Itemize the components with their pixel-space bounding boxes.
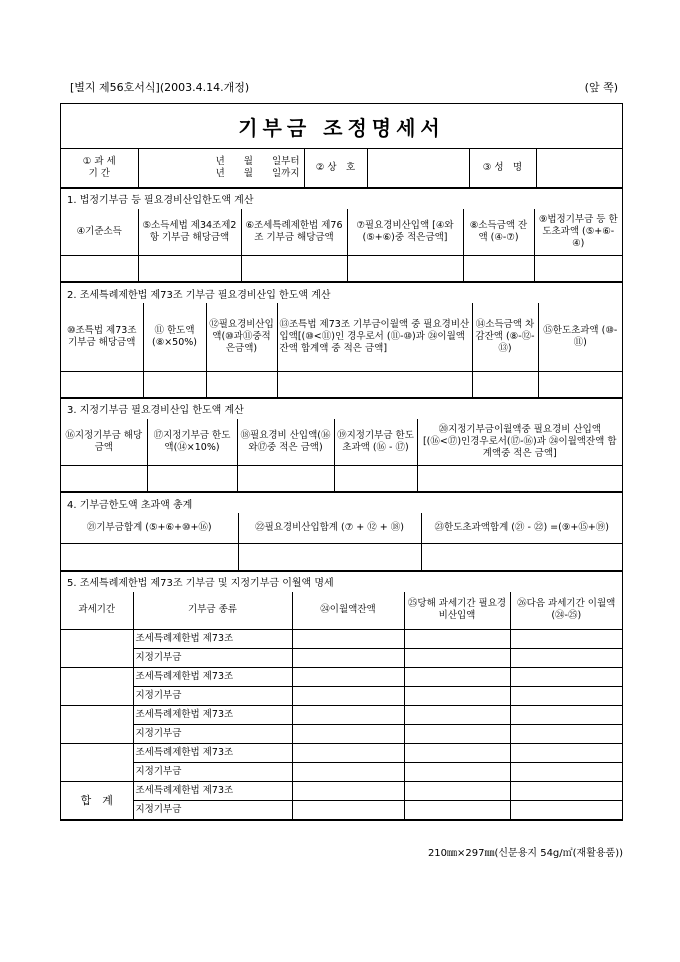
s5-total-label: 합 계 [61, 782, 133, 820]
period-field[interactable]: 년 월 일부터 년 월 일까지 [138, 149, 304, 187]
s2-cell[interactable] [143, 371, 206, 397]
s5-cell[interactable] [292, 706, 404, 725]
donation-adjustment-form [60, 103, 623, 821]
s5-type-special: 조세특례제한법 제73조 [133, 668, 292, 687]
form-title: 기부금 조정명세서 [61, 104, 622, 149]
s2-cell[interactable] [472, 371, 538, 397]
section-4-table [61, 513, 622, 571]
s5-cell[interactable] [404, 649, 510, 668]
s5-cell[interactable] [510, 744, 622, 763]
section-4-title: 4. 기부금한도액 초과액 총계 [61, 492, 622, 513]
s5-cell[interactable] [404, 668, 510, 687]
section-1-title: 1. 법정기부금 등 필요경비산입한도액 계산 [61, 188, 622, 209]
s5-period-cell[interactable] [61, 668, 133, 706]
s5-cell[interactable] [510, 630, 622, 649]
s2-h-excess: ⑮한도초과액 (⑩-⑪) [538, 303, 622, 371]
s5-cell[interactable] [510, 725, 622, 744]
s5-h-period: 과세기간 [61, 592, 133, 630]
s5-cell[interactable] [404, 782, 510, 801]
s4-h-total-donation: ㉑기부금합계 (⑤+⑥+⑩+⑯) [61, 513, 238, 543]
s5-cell[interactable] [510, 763, 622, 782]
s4-cell[interactable] [421, 543, 622, 570]
s3-cell[interactable] [61, 466, 147, 492]
s1-h-base-income: ④기준소득 [61, 209, 138, 256]
s5-period-cell[interactable] [61, 744, 133, 782]
s5-type-designated: 지정기부금 [133, 687, 292, 706]
company-label: ② 상 호 [304, 149, 367, 187]
s1-cell[interactable] [138, 256, 241, 282]
s4-cell[interactable] [61, 543, 238, 570]
s4-cell[interactable] [238, 543, 421, 570]
s5-cell[interactable] [510, 687, 622, 706]
s1-cell[interactable] [347, 256, 463, 282]
s3-h-limit: ⑰지정기부금 한도액(⑭×10%) [147, 419, 237, 466]
s5-cell[interactable] [292, 649, 404, 668]
s5-period-cell[interactable] [61, 706, 133, 744]
s3-cell[interactable] [334, 466, 417, 492]
s5-type-special: 조세특례제한법 제73조 [133, 782, 292, 801]
s3-h-carryover: ⑳지정기부금이월액중 필요경비 산입액 [(⑯<⑰)인경우로서(⑰-⑯)과 ㉔이월액잔액 합계액중 적은 금액] [417, 419, 622, 466]
page-side: (앞 쪽) [584, 81, 618, 94]
s3-cell[interactable] [417, 466, 622, 492]
section-3-table [61, 419, 622, 493]
s3-h-excess: ⑲지정기부금 한도초과액 (⑯ - ⑰) [334, 419, 417, 466]
s4-h-total-excess: ㉓한도초과액합계 (㉑ - ㉒) =(⑨+⑮+⑲) [421, 513, 622, 543]
s5-cell[interactable] [404, 801, 510, 820]
s1-cell[interactable] [61, 256, 138, 282]
section-5-table [61, 592, 622, 821]
s5-cell[interactable] [404, 687, 510, 706]
s5-h-current: ㉕당해 과세기간 필요경비산입액 [404, 592, 510, 630]
s1-h-excess: ⑨법정기부금 등 한도초과액 (⑤+⑥-④) [534, 209, 622, 256]
s2-h-deductible: ⑫필요경비산입액(⑩과⑪중적은금액) [206, 303, 277, 371]
s4-h-total-deductible: ㉒필요경비산입합계 (⑦ + ⑫ + ⑱) [238, 513, 421, 543]
company-field[interactable] [367, 149, 469, 187]
s3-h-designated: ⑯지정기부금 해당 금액 [61, 419, 147, 466]
s1-cell[interactable] [534, 256, 622, 282]
s5-type-designated: 지정기부금 [133, 801, 292, 820]
s2-h-remaining: ⑭소득금액 차감잔액 (⑧-⑫-⑬) [472, 303, 538, 371]
s5-cell[interactable] [292, 687, 404, 706]
section-5-title: 5. 조세특례제한법 제73조 기부금 및 지정기부금 이월액 명세 [61, 571, 622, 592]
section-1-table [61, 209, 622, 283]
s5-cell[interactable] [292, 782, 404, 801]
s5-cell[interactable] [510, 668, 622, 687]
paper-spec: 210㎜×297㎜(신문용지 54g/㎡(재활용품)) [427, 848, 623, 859]
info-table [61, 149, 622, 188]
s5-h-next: ㉖다음 과세기간 이월액(㉔-㉕) [510, 592, 622, 630]
s5-type-special: 조세특례제한법 제73조 [133, 706, 292, 725]
s1-h-income-tax-34: ⑤소득세법 제34조제2항 기부금 해당금액 [138, 209, 241, 256]
form-number: [별지 제56호서식](2003.4.14.개정) [70, 81, 250, 94]
s1-h-remaining: ⑧소득금액 잔액 (④-⑦) [463, 209, 534, 256]
s5-cell[interactable] [292, 801, 404, 820]
s3-cell[interactable] [237, 466, 334, 492]
s2-cell[interactable] [206, 371, 277, 397]
s1-h-special-76: ⑥조세특례제한법 제76조 기부금 해당금액 [241, 209, 347, 256]
s5-cell[interactable] [292, 725, 404, 744]
s1-cell[interactable] [241, 256, 347, 282]
s1-cell[interactable] [463, 256, 534, 282]
s5-cell[interactable] [510, 649, 622, 668]
s5-cell[interactable] [510, 706, 622, 725]
s5-cell[interactable] [292, 668, 404, 687]
s5-cell[interactable] [292, 763, 404, 782]
s5-type-special: 조세특례제한법 제73조 [133, 630, 292, 649]
s5-type-designated: 지정기부금 [133, 725, 292, 744]
s5-cell[interactable] [404, 630, 510, 649]
s5-cell[interactable] [404, 725, 510, 744]
s5-cell[interactable] [292, 744, 404, 763]
s1-h-deductible: ⑦필요경비산입액 [④와(⑤+⑥)중 적은금액] [347, 209, 463, 256]
s5-type-designated: 지정기부금 [133, 649, 292, 668]
s2-cell[interactable] [277, 371, 472, 397]
s3-cell[interactable] [147, 466, 237, 492]
section-3-title: 3. 지정기부금 필요경비산입 한도액 계산 [61, 398, 622, 419]
s5-cell[interactable] [404, 744, 510, 763]
s5-cell[interactable] [404, 706, 510, 725]
s2-h-special-73: ⑩조특법 제73조 기부금 해당금액 [61, 303, 143, 371]
s5-h-type: 기부금 종류 [133, 592, 292, 630]
s5-cell[interactable] [510, 801, 622, 820]
s5-cell[interactable] [292, 630, 404, 649]
s5-period-cell[interactable] [61, 630, 133, 668]
name-label: ③ 성 명 [469, 149, 536, 187]
s5-type-designated: 지정기부금 [133, 763, 292, 782]
s5-type-special: 조세특례제한법 제73조 [133, 744, 292, 763]
s5-h-balance: ㉔이월액잔액 [292, 592, 404, 630]
section-2-title: 2. 조세특례제한법 제73조 기부금 필요경비산입 한도액 계산 [61, 282, 622, 303]
s2-h-limit: ⑪ 한도액 (⑧×50%) [143, 303, 206, 371]
s2-h-carryover-deductible: ⑬조특법 제73조 기부금이월액 중 필요경비산입액[(⑩<⑪)인 경우로서 (⑪-⑩)과 ㉔이월액잔액 합계액 중 적은 금액] [277, 303, 472, 371]
s2-cell[interactable] [538, 371, 622, 397]
section-2-table [61, 303, 622, 398]
s5-cell[interactable] [510, 782, 622, 801]
s3-h-deductible: ⑱필요경비 산입액(⑯와⑰중 적은 금액) [237, 419, 334, 466]
period-label: ① 과 세 기 간 [61, 149, 138, 187]
s2-cell[interactable] [61, 371, 143, 397]
s5-cell[interactable] [404, 763, 510, 782]
name-field[interactable] [536, 149, 622, 187]
